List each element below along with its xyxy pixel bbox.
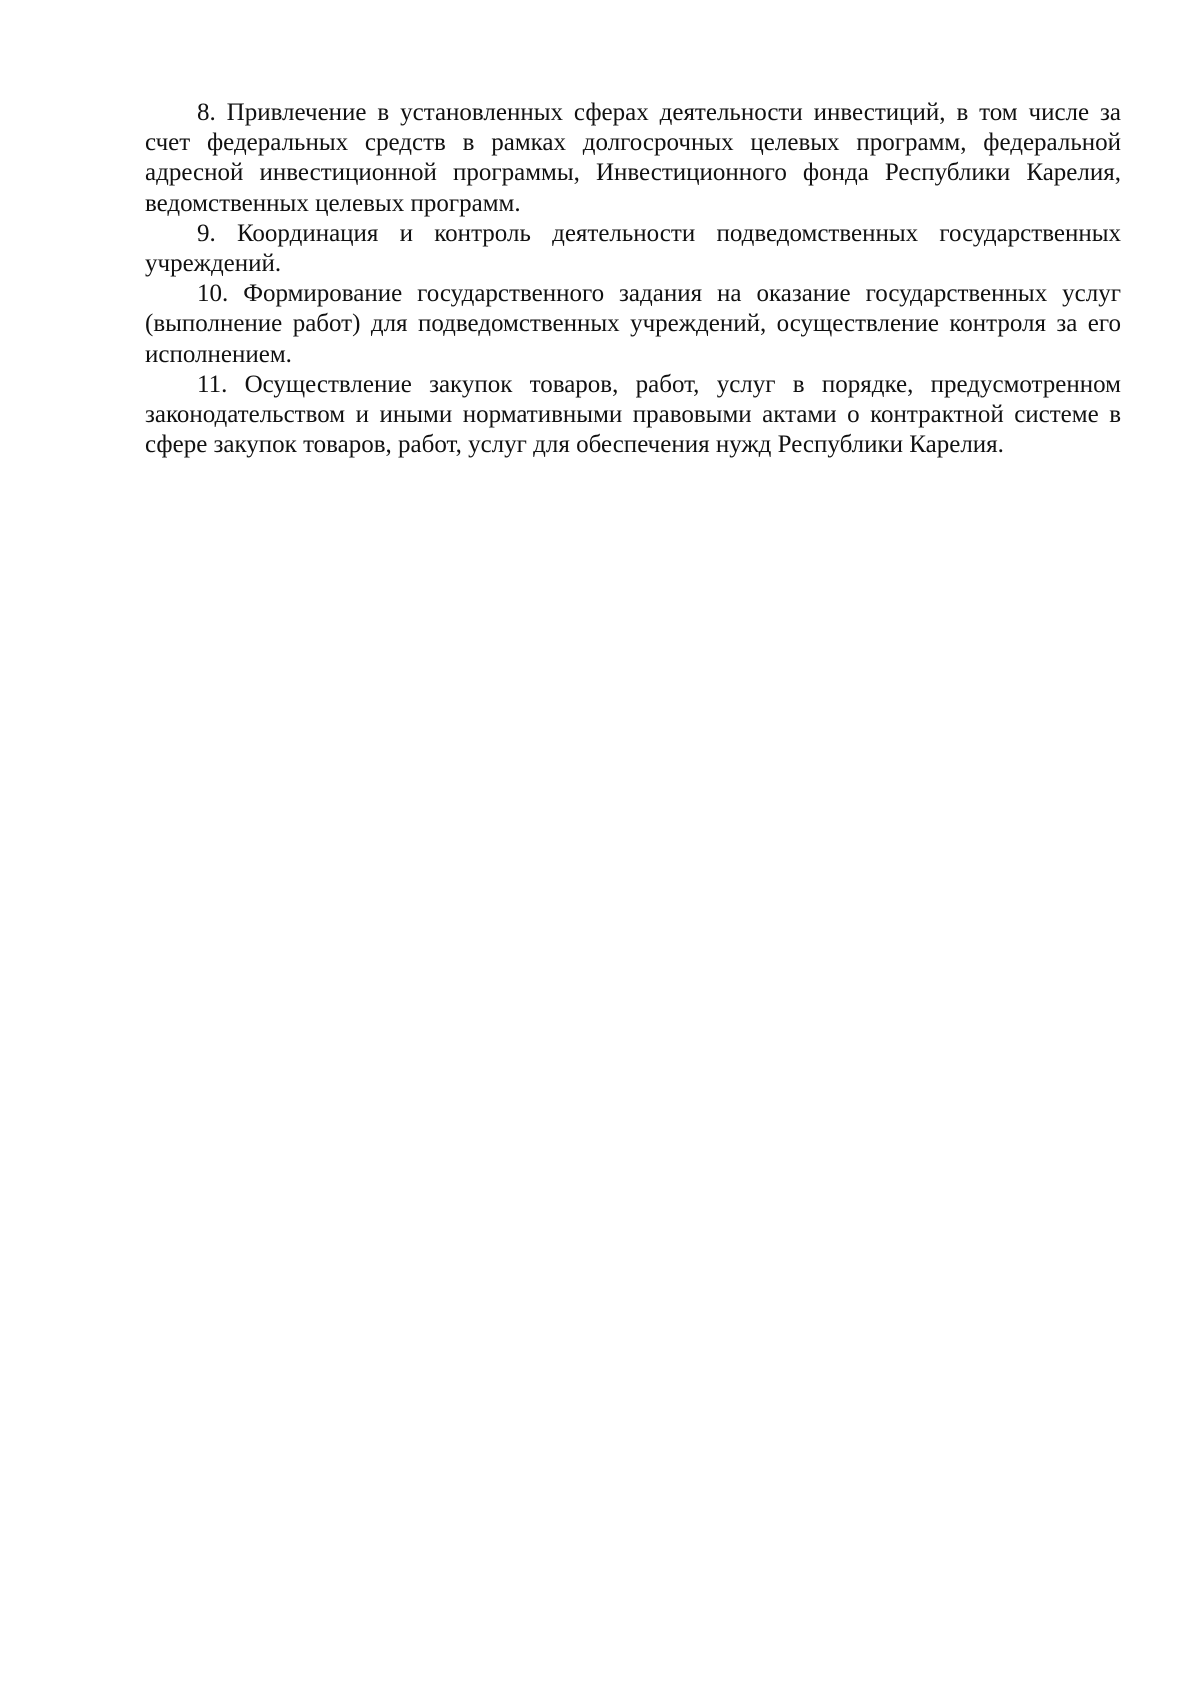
paragraph-9: 9. Координация и контроль деятельности подведомственных государственных учреждений. xyxy=(145,219,1121,278)
paragraph-10: 10. Формирование государственного задания на оказание государственных услуг (выполнение работ) для подведомственных учреждений, осуществление контроля за его исполнением. xyxy=(145,280,1121,368)
document-body xyxy=(145,98,1121,460)
paragraph-8: 8. Привлечение в установленных сферах деятельности инвестиций, в том числе за счет федеральных средств в рамках долгосрочных целевых программ, федеральной адресной инвестиционной программы, Инвестиционного фонда Республики Карелия, ведомственных целевых программ. xyxy=(145,99,1121,217)
paragraph-11: 11. Осуществление закупок товаров, работ, услуг в порядке, предусмотренном законодательством и иными нормативными правовыми актами о контрактной системе в сфере закупок товаров, работ, услуг для обеспечения нужд Республики Карелия. xyxy=(145,370,1121,459)
